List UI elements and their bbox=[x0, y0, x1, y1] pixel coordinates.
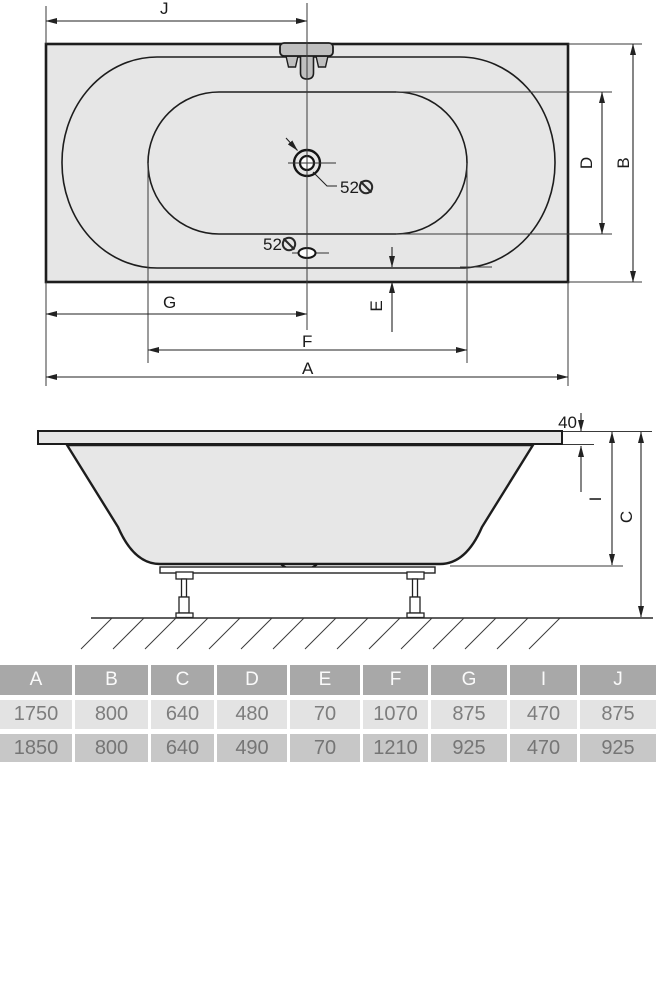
table-cell: 925 bbox=[431, 734, 507, 762]
dimension-table bbox=[0, 665, 656, 762]
table-cell: 1070 bbox=[363, 700, 428, 729]
table-cell: 480 bbox=[217, 700, 287, 729]
table-cell: 470 bbox=[510, 700, 577, 729]
dim-label-F: F bbox=[302, 332, 313, 351]
table-header-J: J bbox=[580, 665, 656, 695]
adjustable-foot-right bbox=[407, 572, 424, 618]
table-cell: 800 bbox=[75, 734, 148, 762]
table-cell: 70 bbox=[290, 734, 360, 762]
table-cell: 1850 bbox=[0, 734, 72, 762]
table-cell: 1210 bbox=[363, 734, 428, 762]
adjustable-foot-left bbox=[176, 572, 193, 618]
table-header-B: B bbox=[75, 665, 148, 695]
table-header-A: A bbox=[0, 665, 72, 695]
table-cell: 490 bbox=[217, 734, 287, 762]
ground-hatching bbox=[81, 618, 560, 649]
tub-rim-side-view bbox=[38, 431, 562, 444]
dim-label-J: J bbox=[160, 0, 169, 18]
table-cell: 640 bbox=[151, 700, 214, 729]
table-cell: 875 bbox=[580, 700, 656, 729]
table-header-C: C bbox=[151, 665, 214, 695]
table-cell: 925 bbox=[580, 734, 656, 762]
dim-label-I: I bbox=[586, 496, 605, 502]
dim-label-G: G bbox=[163, 293, 177, 312]
dim-label-A: A bbox=[302, 359, 314, 378]
drain-diameter-value: 52 bbox=[340, 178, 359, 197]
top-view bbox=[46, 0, 642, 386]
dim-label-D: D bbox=[577, 156, 596, 170]
dim-label-E: E bbox=[367, 300, 386, 312]
table-header-E: E bbox=[290, 665, 360, 695]
table-cell: 70 bbox=[290, 700, 360, 729]
table-header-F: F bbox=[363, 665, 428, 695]
side-view bbox=[38, 413, 653, 649]
table-header-I: I bbox=[510, 665, 577, 695]
tub-body-side-view bbox=[67, 445, 533, 564]
dim-label-B: B bbox=[614, 157, 633, 169]
table-header-G: G bbox=[431, 665, 507, 695]
table-cell: 1750 bbox=[0, 700, 72, 729]
faucet-handle-right bbox=[316, 56, 328, 67]
overflow-diameter-value: 52 bbox=[263, 235, 282, 254]
support-frame bbox=[160, 567, 435, 573]
table-cell: 470 bbox=[510, 734, 577, 762]
table-cell: 800 bbox=[75, 700, 148, 729]
faucet-handle-left bbox=[286, 56, 298, 67]
table-cell: 875 bbox=[431, 700, 507, 729]
dim-label-C: C bbox=[617, 510, 636, 524]
table-cell: 640 bbox=[151, 734, 214, 762]
dim-label-40: 40 bbox=[558, 413, 577, 432]
table-header-D: D bbox=[217, 665, 287, 695]
